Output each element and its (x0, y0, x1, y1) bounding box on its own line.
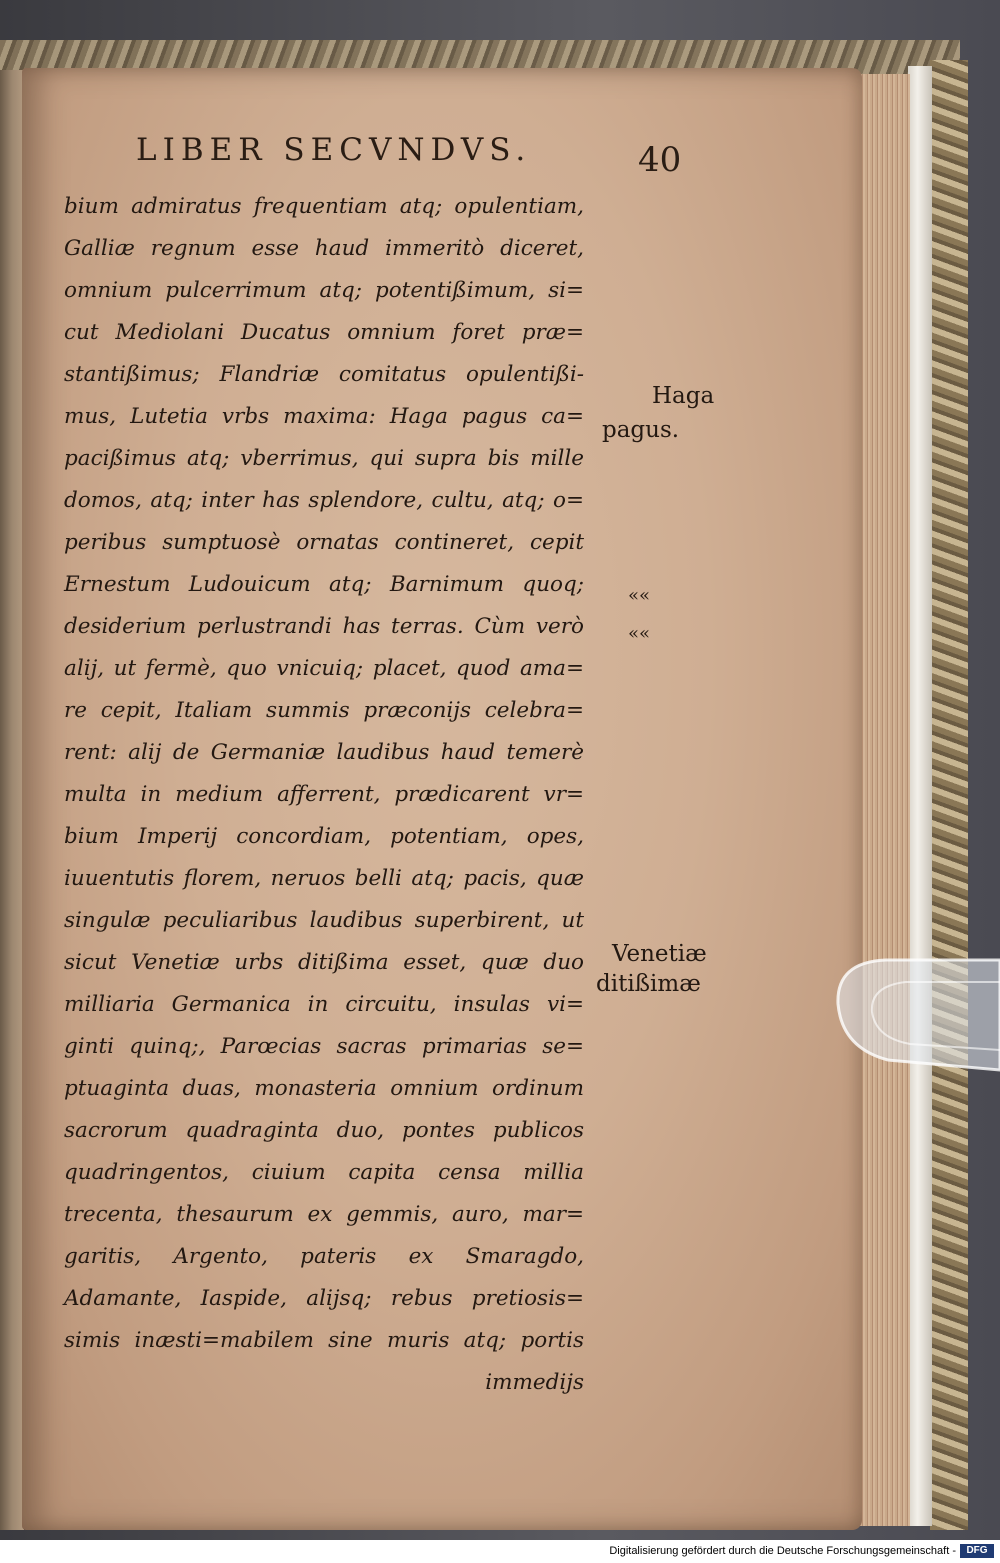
quotation-mark: «« (628, 585, 651, 606)
quotation-mark: «« (628, 623, 651, 644)
text-line: multa in medium afferrent, prædicarent vr= (64, 782, 584, 807)
text-line: simis inæsti=mabilem sine muris atq; portis (64, 1328, 584, 1353)
text-line: cut Mediolani Ducatus omnium foret præ= (64, 320, 584, 345)
page-stack-edge (855, 74, 910, 1526)
text-line: stantißimus; Flandriæ comitatus opulentißi- (64, 362, 584, 387)
text-line: domos, atq; inter has splendore, cultu, atq; o= (64, 488, 584, 513)
text-line: ginti quinq;, Parœcias sacras primarias se= (64, 1034, 584, 1059)
text-line: garitis, Argento, pateris ex Smaragdo, (64, 1244, 584, 1269)
text-line: ptuaginta duas, monasteria omnium ordinum (64, 1076, 584, 1101)
page-number: 40 (638, 140, 682, 180)
dfg-logo: DFG (960, 1544, 994, 1558)
book-binding-right (930, 60, 968, 1530)
catchword: immedijs (485, 1370, 584, 1395)
text-line: desiderium perlustrandi has terras. Cùm verò (64, 614, 584, 639)
text-line: sacrorum quadraginta duo, pontes publicos (64, 1118, 584, 1143)
book-gutter-left (0, 70, 24, 1530)
page-white-edge (908, 66, 932, 1526)
text-line: iuuentutis florem, neruos belli atq; pacis, quæ (64, 866, 584, 891)
text-line: milliaria Germanica in circuitu, insulas vi= (64, 992, 584, 1017)
text-line: Ernestum Ludouicum atq; Barnimum quoq; (64, 572, 584, 597)
marginal-note-pagus: pagus. (602, 417, 680, 443)
marginal-note-ditissimae: ditißimæ (596, 971, 701, 997)
text-line: Galliæ regnum esse haud immeritò diceret, (64, 236, 584, 261)
running-head: LIBER SECVNDVS. (136, 132, 532, 168)
text-line: singulæ peculiaribus laudibus superbirent, ut (64, 908, 584, 933)
text-line: omnium pulcerrimum atq; potentißimum, si= (64, 278, 584, 303)
page-clip-icon (826, 952, 1000, 1076)
text-line: alij, ut fermè, quo vnicuiq; placet, quod ama= (64, 656, 584, 681)
marginal-note-haga: Haga (652, 383, 715, 409)
text-line: sicut Venetiæ urbs ditißima esset, quæ duo (64, 950, 584, 975)
text-line: pacißimus atq; vberrimus, qui supra bis mille (64, 446, 584, 471)
text-line: re cepit, Italiam summis præconijs celebra= (64, 698, 584, 723)
marginal-note-venetiae: Venetiæ (612, 941, 707, 967)
footer-credit: Digitalisierung gefördert durch die Deutsche Forschungsgemeinschaft - (609, 1545, 956, 1557)
text-line: Adamante, Iaspide, alijsq; rebus pretiosis= (64, 1286, 584, 1311)
text-line: trecenta, thesaurum ex gemmis, auro, mar= (64, 1202, 584, 1227)
main-text (64, 186, 584, 1404)
text-line: mus, Lutetia vrbs maxima: Haga pagus ca= (64, 404, 584, 429)
text-line: bium Imperij concordiam, potentiam, opes, (64, 824, 584, 849)
text-line: peribus sumptuosè ornatas contineret, cepit (64, 530, 584, 555)
text-line: bium admiratus frequentiam atq; opulentiam, (64, 194, 584, 219)
text-line: rent: alij de Germaniæ laudibus haud temerè (64, 740, 584, 765)
text-line: quadringentos, ciuium capita censa millia (64, 1160, 584, 1185)
